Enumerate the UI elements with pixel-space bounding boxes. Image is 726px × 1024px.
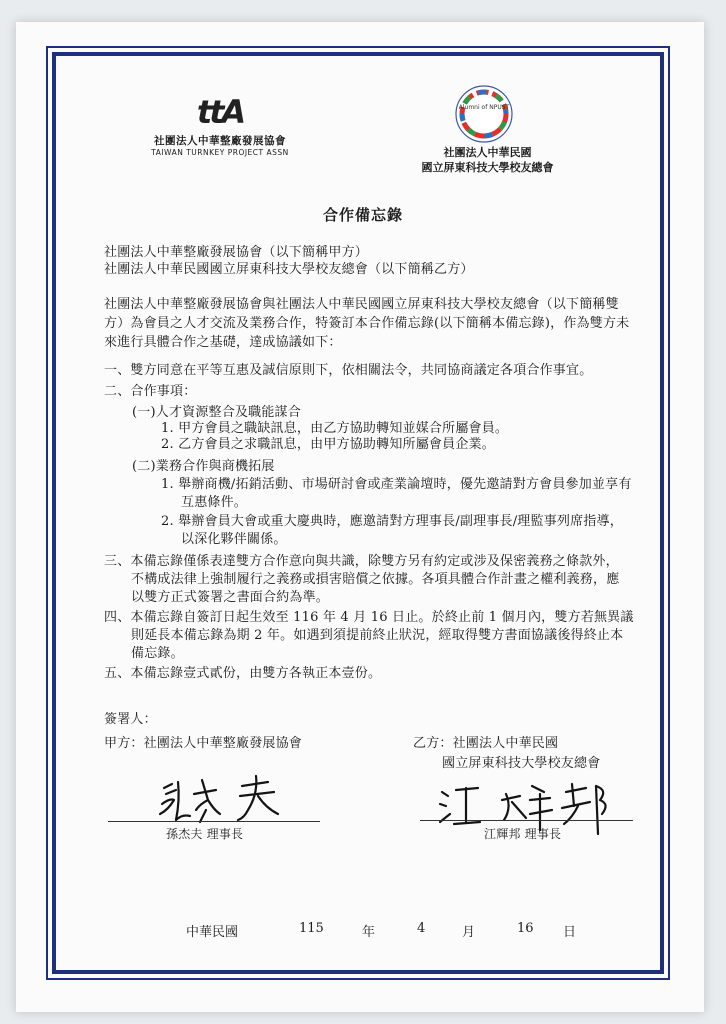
tta-logo-name-en: TAIWAN TURNKEY PROJECT ASSN — [151, 148, 289, 157]
clause-2-2-item-1: 1. 舉辦商機/拓銷活動、市場研討會或產業論壇時，優先邀請對方會員參加並享有 — [161, 477, 632, 492]
intro-line-1: 社團法人中華整廠發展協會與社團法人中華民國國立屏東科技大學校友總會（以下簡稱雙 — [104, 297, 619, 312]
date-era: 中華民國 — [186, 925, 239, 940]
clause-2-sub-2: (二)業務合作與商機拓展 — [132, 459, 275, 474]
party-b-label-2: 國立屏東科技大學校友總會 — [442, 756, 601, 771]
npust-logo-text — [420, 145, 555, 175]
date-month: 4 — [417, 921, 426, 936]
intro-line-3: 來進行具體合作之基礎，達成協議如下： — [104, 335, 342, 350]
clause-1: 一、雙方同意在平等互惠及誠信原則下，依相關法令，共同協商議定各項合作事宜。 — [104, 363, 593, 378]
clause-4-line-3: 備忘錄。 — [131, 646, 184, 661]
clause-2-1-item-1: 1. 甲方會員之職缺訊息，由乙方協助轉知並媒合所屬會員。 — [161, 421, 509, 436]
clause-5: 五、本備忘錄壹式貳份，由雙方各執正本壹份。 — [104, 666, 382, 681]
clause-2-heading: 二、合作事項： — [104, 384, 197, 399]
party-a-label: 甲方：社團法人中華整廠發展協會 — [104, 736, 303, 751]
npust-name-line2: 國立屏東科技大學校友總會 — [421, 161, 554, 174]
clause-3-line-3: 以雙方正式簽署之書面合約為準。 — [131, 590, 330, 605]
clause-2-sub-1: (一)人才資源整合及職能謀合 — [132, 405, 301, 420]
clause-2-2-item-2-cont: 以深化夥伴關係。 — [181, 532, 287, 547]
clause-2-1-item-2: 2. 乙方會員之求職訊息，由甲方協助轉知所屬會員企業。 — [161, 437, 495, 452]
party-b-signature-line — [420, 820, 633, 821]
party-a-signature-line — [108, 821, 320, 822]
tta-logo — [150, 95, 290, 157]
party-b-label-1: 乙方：社團法人中華民國 — [413, 736, 559, 751]
date-year: 115 — [299, 921, 324, 936]
signatories-heading: 簽署人： — [104, 712, 157, 727]
clause-2-2-item-1-cont: 互惠條件。 — [181, 495, 248, 510]
party-a-signer: 孫杰夫 理事長 — [166, 827, 244, 841]
date-day-unit: 日 — [563, 925, 577, 940]
clause-4-line-2: 則延長本備忘錄為期 2 年。如遇到須提前終止狀況，經取得雙方書面協議後得終止本 — [131, 628, 624, 643]
clause-3-line-2: 不構成法律上強制履行之義務或損害賠償之依據。各項具體合作計畫之權利義務，應 — [131, 572, 620, 587]
party-b-line: 社團法人中華民國國立屏東科技大學校友總會（以下簡稱乙方） — [104, 262, 474, 277]
date-year-unit: 年 — [362, 925, 376, 940]
date-day: 16 — [517, 921, 534, 936]
tta-logo-mark: ttA — [196, 93, 244, 131]
clause-3-line-1: 三、本備忘錄僅係表達雙方合作意向與共識，除雙方另有約定或涉及保密義務之條款外， — [104, 554, 619, 569]
clause-2-2-item-2: 2. 舉辦會員大會或重大慶典時，應邀請對方理事長/副理事長/理監事列席指導， — [161, 514, 623, 529]
party-a-line: 社團法人中華整廠發展協會（以下簡稱甲方） — [104, 245, 369, 260]
seal-text: Alumni of NPUST — [458, 104, 510, 111]
npust-alumni-seal-icon — [454, 84, 514, 144]
intro-line-2: 方）為會員之人才交流及業務合作，特簽訂本合作備忘錄(以下簡稱本備忘錄)，作為雙方未 — [104, 316, 630, 331]
tta-logo-name-zh: 社團法人中華整廠發展協會 — [154, 135, 286, 147]
npust-name-line1: 社團法人中華民國 — [443, 146, 532, 159]
date-month-unit: 月 — [462, 925, 476, 940]
party-b-signer: 江輝邦 理事長 — [484, 827, 562, 841]
party-a-signature-icon — [150, 770, 300, 828]
document-title: 合作備忘錄 — [322, 206, 403, 224]
clause-4-line-1: 四、本備忘錄自簽訂日起生效至 116 年 4 月 16 日止。於終止前 1 個月內，雙方若無異議 — [104, 610, 634, 625]
